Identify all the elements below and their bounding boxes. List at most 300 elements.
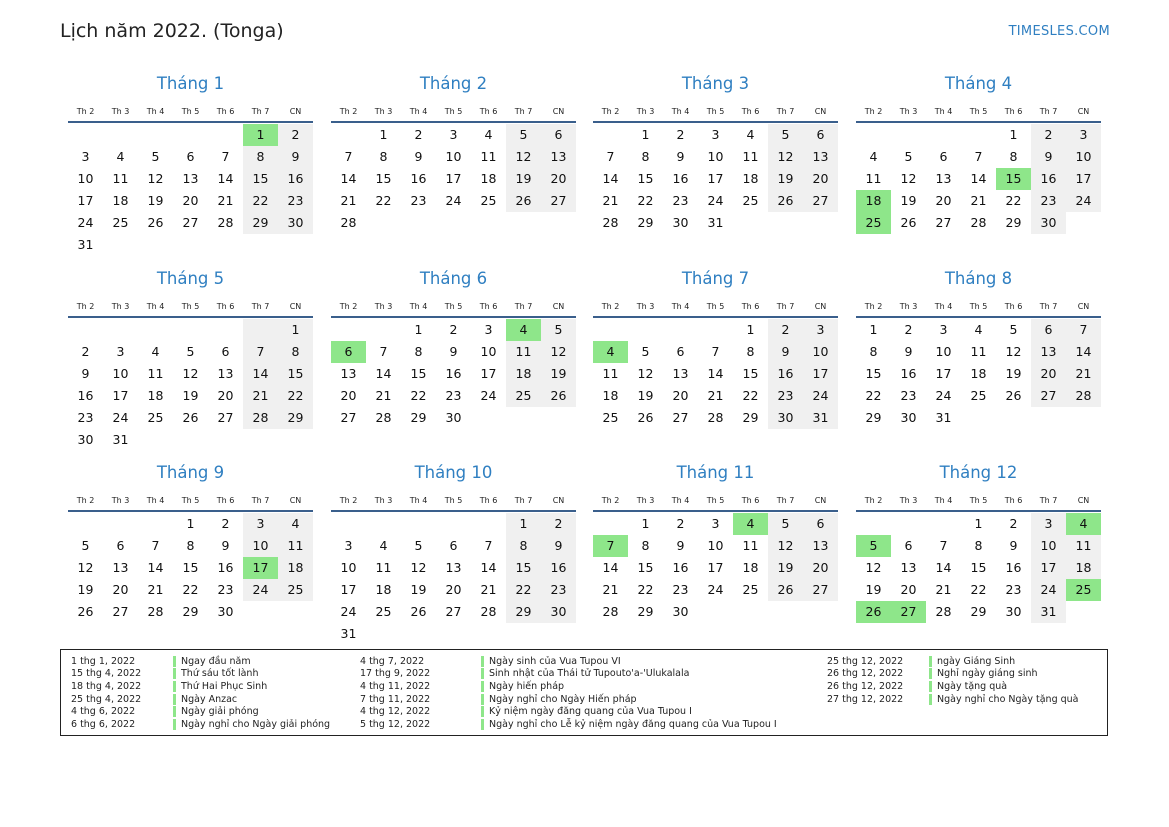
weekday-header bbox=[331, 102, 576, 120]
empty-cell bbox=[436, 513, 471, 535]
holiday-day-cell: 17 bbox=[243, 557, 278, 579]
day-cell: 2 bbox=[278, 124, 313, 146]
holiday-name: ngày Giáng Sinh bbox=[937, 655, 1016, 667]
day-cell: 2 bbox=[904, 322, 913, 337]
day-cell: 24 bbox=[77, 215, 94, 230]
day-cell: 4 bbox=[379, 538, 388, 553]
day-cell: 3 bbox=[116, 344, 125, 359]
day-cell: 15 bbox=[506, 557, 541, 579]
weekday-label: Th 6 bbox=[1004, 301, 1023, 311]
day-cell: 12 bbox=[637, 366, 654, 381]
day-cell: 25 bbox=[970, 388, 987, 403]
day-cell: 23 bbox=[445, 388, 462, 403]
month-calendar bbox=[593, 462, 838, 623]
day-cell: 17 bbox=[803, 363, 838, 385]
empty-cell bbox=[891, 124, 926, 146]
day-cell: 23 bbox=[541, 579, 576, 601]
empty-cell bbox=[471, 513, 506, 535]
day-cell: 14 bbox=[217, 171, 234, 186]
day-cell: 1 bbox=[746, 322, 755, 337]
day-cell: 20 bbox=[541, 168, 576, 190]
day-cell: 20 bbox=[900, 582, 917, 597]
day-cell: 14 bbox=[935, 560, 952, 575]
day-cell: 26 bbox=[1005, 388, 1022, 403]
day-cell: 18 bbox=[742, 560, 759, 575]
empty-cell bbox=[173, 319, 208, 341]
day-cell: 11 bbox=[112, 171, 129, 186]
header-rule bbox=[856, 510, 1101, 512]
holiday-marker bbox=[929, 656, 932, 667]
day-cell: 13 bbox=[803, 146, 838, 168]
day-cell: 22 bbox=[865, 388, 882, 403]
day-cell: 1 bbox=[379, 127, 388, 142]
weekday-label: Th 3 bbox=[636, 106, 655, 116]
day-cell: 19 bbox=[410, 582, 427, 597]
holiday-date: 26 thg 12, 2022 bbox=[827, 680, 904, 692]
weekday-header bbox=[856, 102, 1101, 120]
empty-cell bbox=[961, 124, 996, 146]
day-cell: 1 bbox=[869, 322, 878, 337]
weekday-label: Th 2 bbox=[339, 301, 358, 311]
empty-cell bbox=[628, 319, 663, 341]
day-cell: 9 bbox=[81, 366, 90, 381]
day-cell: 24 bbox=[803, 385, 838, 407]
day-cell: 9 bbox=[414, 149, 423, 164]
day-cell: 16 bbox=[217, 560, 234, 575]
holiday-day-cell: 26 bbox=[856, 601, 891, 623]
day-cell: 12 bbox=[410, 560, 427, 575]
holiday-name: Sinh nhật của Thái tử Tupouto'a-'Ulukalala bbox=[489, 668, 690, 680]
holiday-marker bbox=[929, 681, 932, 692]
day-cell: 9 bbox=[221, 538, 230, 553]
weekday-label: Th 2 bbox=[76, 495, 95, 505]
empty-cell bbox=[331, 319, 366, 341]
day-cell: 21 bbox=[375, 388, 392, 403]
day-cell: 5 bbox=[81, 538, 90, 553]
day-cell: 13 bbox=[217, 366, 234, 381]
day-cell: 9 bbox=[278, 146, 313, 168]
empty-cell bbox=[366, 513, 401, 535]
holiday-entry bbox=[360, 693, 777, 706]
day-cell: 22 bbox=[637, 582, 654, 597]
day-cell: 29 bbox=[1005, 215, 1022, 230]
empty-cell bbox=[593, 124, 628, 146]
day-cell: 27 bbox=[217, 410, 234, 425]
weekday-label: CN bbox=[814, 495, 827, 505]
day-cell: 29 bbox=[637, 215, 654, 230]
day-cell: 16 bbox=[445, 366, 462, 381]
day-cell: 13 bbox=[803, 535, 838, 557]
day-cell: 18 bbox=[480, 171, 497, 186]
day-cell: 14 bbox=[970, 171, 987, 186]
day-cell: 6 bbox=[939, 149, 948, 164]
weekday-label: Th 2 bbox=[864, 106, 883, 116]
day-cell: 29 bbox=[410, 410, 427, 425]
day-cell: 4 bbox=[151, 344, 160, 359]
day-cell: 31 bbox=[77, 237, 94, 252]
day-cell: 22 bbox=[278, 385, 313, 407]
day-cell: 22 bbox=[637, 193, 654, 208]
holiday-entry bbox=[360, 680, 777, 693]
day-cell: 3 bbox=[711, 516, 720, 531]
header-rule bbox=[331, 121, 576, 123]
weekday-label: Th 7 bbox=[1039, 301, 1058, 311]
month-title: Tháng 8 bbox=[944, 269, 1013, 288]
holiday-date: 25 thg 12, 2022 bbox=[827, 655, 904, 667]
day-cell: 5 bbox=[1009, 322, 1018, 337]
day-cell: 21 bbox=[602, 582, 619, 597]
day-cell: 17 bbox=[935, 366, 952, 381]
day-cell: 25 bbox=[278, 579, 313, 601]
weekday-header bbox=[68, 102, 313, 120]
day-cell: 4 bbox=[484, 127, 493, 142]
empty-cell bbox=[663, 319, 698, 341]
day-cell: 16 bbox=[672, 171, 689, 186]
month-calendar bbox=[856, 268, 1101, 429]
day-cell: 26 bbox=[900, 215, 917, 230]
weekday-label: Th 7 bbox=[251, 301, 270, 311]
weekday-label: CN bbox=[1077, 495, 1090, 505]
empty-cell bbox=[593, 319, 628, 341]
month-calendar bbox=[331, 268, 576, 429]
day-cell: 20 bbox=[1031, 363, 1066, 385]
day-cell: 26 bbox=[768, 579, 803, 601]
day-grid bbox=[331, 124, 576, 234]
holiday-entry bbox=[71, 718, 330, 731]
holiday-entry bbox=[360, 655, 777, 668]
day-cell: 26 bbox=[637, 410, 654, 425]
day-grid bbox=[856, 124, 1101, 234]
day-cell: 19 bbox=[506, 168, 541, 190]
empty-cell bbox=[366, 319, 401, 341]
weekday-label: CN bbox=[814, 301, 827, 311]
day-cell: 1 bbox=[186, 516, 195, 531]
month-calendar bbox=[593, 73, 838, 234]
day-cell: 23 bbox=[1005, 582, 1022, 597]
day-cell: 7 bbox=[344, 149, 353, 164]
day-cell: 14 bbox=[480, 560, 497, 575]
weekday-label: Th 7 bbox=[251, 495, 270, 505]
day-cell: 2 bbox=[414, 127, 423, 142]
day-cell: 5 bbox=[414, 538, 423, 553]
day-cell: 10 bbox=[340, 560, 357, 575]
day-cell: 17 bbox=[340, 582, 357, 597]
day-cell: 30 bbox=[1031, 212, 1066, 234]
day-cell: 29 bbox=[182, 604, 199, 619]
holiday-date: 27 thg 12, 2022 bbox=[827, 693, 904, 705]
day-cell: 7 bbox=[379, 344, 388, 359]
day-cell: 23 bbox=[768, 385, 803, 407]
day-cell: 9 bbox=[449, 344, 458, 359]
weekday-label: Th 6 bbox=[741, 301, 760, 311]
weekday-header bbox=[331, 297, 576, 315]
holiday-name: Ngày nghỉ cho Ngày Hiến pháp bbox=[489, 693, 637, 705]
day-cell: 30 bbox=[445, 410, 462, 425]
day-cell: 8 bbox=[414, 344, 423, 359]
weekday-label: Th 7 bbox=[251, 106, 270, 116]
holiday-entry bbox=[360, 705, 777, 718]
holiday-day-cell: 18 bbox=[856, 190, 891, 212]
day-cell: 29 bbox=[506, 601, 541, 623]
day-cell: 17 bbox=[707, 171, 724, 186]
month-title: Tháng 3 bbox=[681, 74, 750, 93]
holiday-entry bbox=[360, 718, 777, 731]
weekday-header bbox=[856, 297, 1101, 315]
day-cell: 3 bbox=[939, 322, 948, 337]
day-cell: 19 bbox=[77, 582, 94, 597]
day-cell: 21 bbox=[217, 193, 234, 208]
day-cell: 27 bbox=[340, 410, 357, 425]
holiday-day-cell: 4 bbox=[733, 513, 768, 535]
day-cell: 18 bbox=[112, 193, 129, 208]
day-cell: 27 bbox=[803, 190, 838, 212]
weekday-label: Th 3 bbox=[111, 106, 130, 116]
holiday-entry bbox=[71, 680, 330, 693]
empty-cell bbox=[208, 124, 243, 146]
empty-cell bbox=[208, 319, 243, 341]
header-rule bbox=[331, 510, 576, 512]
holiday-column bbox=[71, 655, 330, 731]
weekday-label: Th 3 bbox=[899, 495, 918, 505]
day-cell: 29 bbox=[278, 407, 313, 429]
header-rule bbox=[593, 510, 838, 512]
day-cell: 11 bbox=[147, 366, 164, 381]
weekday-label: Th 6 bbox=[1004, 495, 1023, 505]
day-cell: 18 bbox=[147, 388, 164, 403]
day-cell: 29 bbox=[865, 410, 882, 425]
holiday-entry bbox=[71, 668, 330, 681]
month-title: Tháng 10 bbox=[414, 463, 493, 482]
day-cell: 10 bbox=[1066, 146, 1101, 168]
weekday-label: Th 3 bbox=[374, 301, 393, 311]
day-cell: 28 bbox=[707, 410, 724, 425]
day-cell: 9 bbox=[541, 535, 576, 557]
holiday-marker bbox=[481, 668, 484, 679]
day-cell: 11 bbox=[375, 560, 392, 575]
day-cell: 28 bbox=[1066, 385, 1101, 407]
weekday-label: CN bbox=[1077, 301, 1090, 311]
day-cell: 4 bbox=[278, 513, 313, 535]
header-rule bbox=[593, 316, 838, 318]
weekday-label: CN bbox=[1077, 106, 1090, 116]
weekday-label: Th 7 bbox=[776, 106, 795, 116]
day-cell: 30 bbox=[768, 407, 803, 429]
day-cell: 22 bbox=[970, 582, 987, 597]
day-grid bbox=[593, 513, 838, 623]
weekday-header bbox=[593, 491, 838, 509]
day-cell: 23 bbox=[410, 193, 427, 208]
holiday-name: Thứ Hai Phục Sinh bbox=[181, 680, 268, 692]
holiday-day-cell: 4 bbox=[506, 319, 541, 341]
month-calendar bbox=[593, 268, 838, 429]
empty-cell bbox=[698, 319, 733, 341]
day-cell: 17 bbox=[77, 193, 94, 208]
holiday-date: 25 thg 4, 2022 bbox=[71, 693, 142, 705]
day-cell: 17 bbox=[445, 171, 462, 186]
day-cell: 25 bbox=[506, 385, 541, 407]
header-rule bbox=[68, 316, 313, 318]
day-cell: 22 bbox=[243, 190, 278, 212]
day-cell: 21 bbox=[480, 582, 497, 597]
day-cell: 4 bbox=[974, 322, 983, 337]
day-cell: 24 bbox=[480, 388, 497, 403]
month-title: Tháng 1 bbox=[156, 74, 225, 93]
day-cell: 31 bbox=[112, 432, 129, 447]
weekday-label: CN bbox=[552, 106, 565, 116]
day-cell: 12 bbox=[900, 171, 917, 186]
empty-cell bbox=[103, 124, 138, 146]
holiday-day-cell: 4 bbox=[1066, 513, 1101, 535]
weekday-label: CN bbox=[289, 495, 302, 505]
day-cell: 5 bbox=[506, 124, 541, 146]
holiday-marker bbox=[481, 706, 484, 717]
holiday-date: 26 thg 12, 2022 bbox=[827, 668, 904, 680]
day-cell: 7 bbox=[974, 149, 983, 164]
holiday-name: Thứ sáu tốt lành bbox=[181, 668, 259, 680]
header-rule bbox=[68, 510, 313, 512]
day-cell: 6 bbox=[803, 513, 838, 535]
weekday-label: Th 5 bbox=[969, 301, 988, 311]
day-cell: 28 bbox=[217, 215, 234, 230]
month-calendar bbox=[331, 73, 576, 234]
month-calendar bbox=[331, 462, 576, 645]
weekday-label: Th 6 bbox=[216, 301, 235, 311]
day-cell: 7 bbox=[151, 538, 160, 553]
day-cell: 27 bbox=[541, 190, 576, 212]
day-cell: 12 bbox=[768, 146, 803, 168]
day-cell: 28 bbox=[480, 604, 497, 619]
day-cell: 21 bbox=[340, 193, 357, 208]
day-grid bbox=[68, 124, 313, 256]
holiday-column bbox=[827, 655, 1079, 705]
day-cell: 6 bbox=[221, 344, 230, 359]
empty-cell bbox=[593, 513, 628, 535]
weekday-label: Th 7 bbox=[514, 106, 533, 116]
day-cell: 9 bbox=[1009, 538, 1018, 553]
day-cell: 21 bbox=[147, 582, 164, 597]
holiday-entry bbox=[71, 705, 330, 718]
day-cell: 27 bbox=[803, 579, 838, 601]
day-cell: 30 bbox=[278, 212, 313, 234]
page-title: Lịch năm 2022. (Tonga) bbox=[60, 20, 284, 42]
holiday-marker bbox=[173, 719, 176, 730]
day-cell: 9 bbox=[676, 149, 685, 164]
holiday-entry bbox=[71, 693, 330, 706]
header-rule bbox=[68, 121, 313, 123]
day-cell: 13 bbox=[672, 366, 689, 381]
holiday-entry bbox=[827, 680, 1079, 693]
empty-cell bbox=[331, 513, 366, 535]
weekday-label: Th 2 bbox=[601, 106, 620, 116]
day-cell: 6 bbox=[676, 344, 685, 359]
weekday-label: Th 4 bbox=[671, 301, 690, 311]
weekday-label: Th 6 bbox=[479, 495, 498, 505]
day-cell: 9 bbox=[768, 341, 803, 363]
day-grid bbox=[593, 319, 838, 429]
day-cell: 4 bbox=[116, 149, 125, 164]
day-cell: 26 bbox=[541, 385, 576, 407]
holiday-date: 5 thg 12, 2022 bbox=[360, 718, 431, 730]
day-cell: 19 bbox=[182, 388, 199, 403]
day-cell: 15 bbox=[865, 366, 882, 381]
weekday-label: Th 3 bbox=[899, 301, 918, 311]
empty-cell bbox=[68, 124, 103, 146]
day-cell: 18 bbox=[602, 388, 619, 403]
weekday-header bbox=[593, 102, 838, 120]
day-cell: 25 bbox=[112, 215, 129, 230]
empty-cell bbox=[173, 124, 208, 146]
holiday-name: Ngày giải phóng bbox=[181, 706, 259, 718]
day-cell: 31 bbox=[803, 407, 838, 429]
day-cell: 23 bbox=[217, 582, 234, 597]
day-cell: 6 bbox=[1031, 319, 1066, 341]
holiday-marker bbox=[173, 668, 176, 679]
holiday-marker bbox=[929, 668, 932, 679]
day-cell: 28 bbox=[375, 410, 392, 425]
holiday-name: Ngày nghỉ cho Ngày giải phóng bbox=[181, 718, 331, 730]
weekday-label: Th 5 bbox=[706, 495, 725, 505]
day-cell: 20 bbox=[803, 168, 838, 190]
day-cell: 19 bbox=[637, 388, 654, 403]
day-cell: 12 bbox=[865, 560, 882, 575]
day-cell: 20 bbox=[112, 582, 129, 597]
month-calendar bbox=[68, 268, 313, 451]
day-cell: 11 bbox=[278, 535, 313, 557]
day-cell: 23 bbox=[672, 582, 689, 597]
day-cell: 11 bbox=[1066, 535, 1101, 557]
day-cell: 15 bbox=[243, 168, 278, 190]
day-cell: 11 bbox=[480, 149, 497, 164]
day-cell: 14 bbox=[340, 171, 357, 186]
weekday-label: Th 5 bbox=[969, 106, 988, 116]
day-cell: 24 bbox=[243, 579, 278, 601]
brand-link[interactable]: TIMESLES.COM bbox=[1008, 24, 1110, 39]
day-cell: 9 bbox=[1031, 146, 1066, 168]
weekday-label: Th 5 bbox=[181, 301, 200, 311]
day-cell: 28 bbox=[602, 604, 619, 619]
empty-cell bbox=[243, 319, 278, 341]
day-cell: 25 bbox=[742, 582, 759, 597]
weekday-label: Th 2 bbox=[76, 301, 95, 311]
day-cell: 2 bbox=[676, 516, 685, 531]
day-cell: 11 bbox=[742, 538, 759, 553]
day-cell: 14 bbox=[602, 560, 619, 575]
month-title: Tháng 11 bbox=[676, 463, 755, 482]
day-cell: 26 bbox=[506, 190, 541, 212]
day-cell: 18 bbox=[375, 582, 392, 597]
holiday-name: Nghỉ ngày giáng sinh bbox=[937, 668, 1038, 680]
day-cell: 24 bbox=[707, 582, 724, 597]
day-cell: 13 bbox=[900, 560, 917, 575]
holiday-marker bbox=[481, 694, 484, 705]
day-cell: 28 bbox=[970, 215, 987, 230]
day-cell: 18 bbox=[970, 366, 987, 381]
day-cell: 27 bbox=[935, 215, 952, 230]
weekday-label: Th 2 bbox=[601, 495, 620, 505]
day-cell: 7 bbox=[243, 341, 278, 363]
day-cell: 19 bbox=[541, 363, 576, 385]
day-grid bbox=[593, 124, 838, 234]
day-cell: 3 bbox=[1066, 124, 1101, 146]
day-cell: 13 bbox=[182, 171, 199, 186]
day-cell: 25 bbox=[375, 604, 392, 619]
day-cell: 30 bbox=[541, 601, 576, 623]
day-cell: 2 bbox=[449, 322, 458, 337]
empty-cell bbox=[401, 513, 436, 535]
weekday-label: Th 4 bbox=[671, 106, 690, 116]
holiday-date: 7 thg 11, 2022 bbox=[360, 693, 431, 705]
weekday-label: Th 4 bbox=[934, 495, 953, 505]
